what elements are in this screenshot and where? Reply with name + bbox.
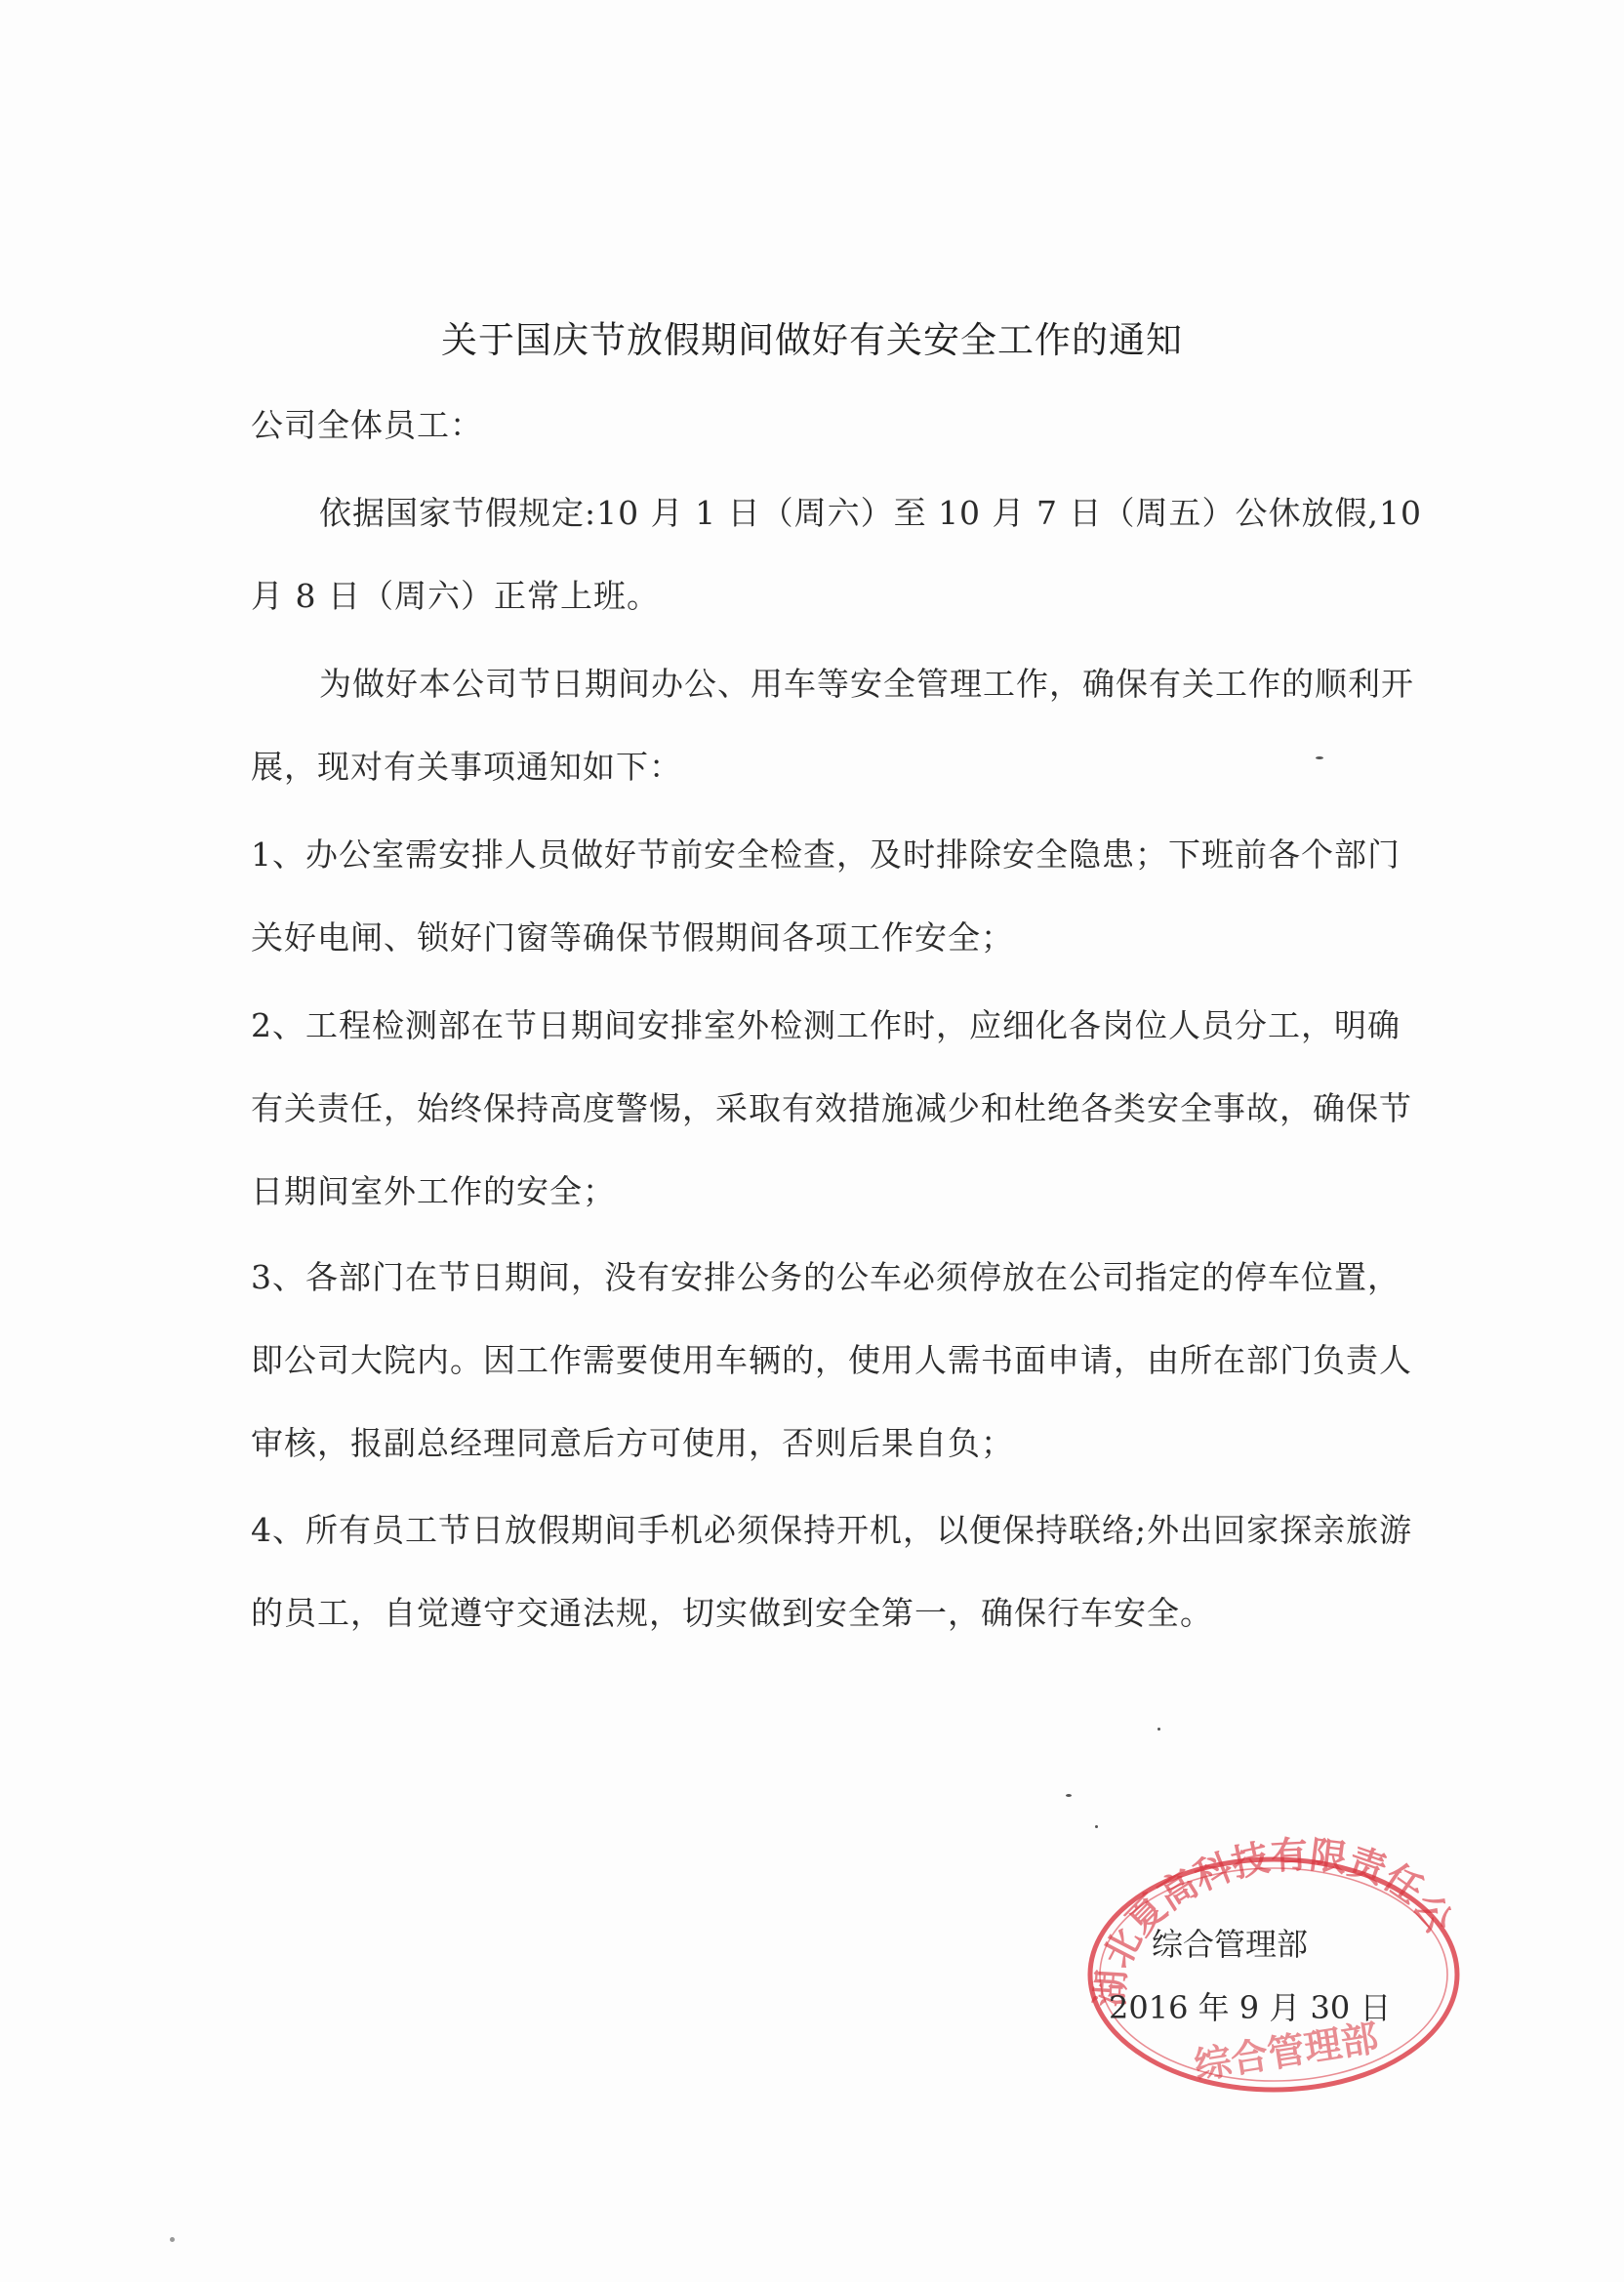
scan-speck: [1066, 1794, 1072, 1797]
paragraph-line: 展，现对有关事项通知如下：: [251, 748, 682, 786]
signature-department: 综合管理部: [1152, 1926, 1309, 1963]
paragraph-line: 依据国家节假规定:10 月 1 日（周六）至 10 月 7 日（周五）公休放假,10: [319, 494, 1423, 532]
seal-inner-text: 综合管理部: [1191, 2016, 1382, 2088]
list-item-line: 即公司大院内。因工作需要使用车辆的，使用人需书面申请，由所在部门负责人: [251, 1341, 1412, 1379]
signature-date: 2016 年 9 月 30 日: [1109, 1989, 1392, 2026]
list-item-line: 日期间室外工作的安全；: [251, 1172, 616, 1210]
document-title: 关于国庆节放假期间做好有关安全工作的通知: [441, 319, 1183, 361]
paragraph-line: 月 8 日（周六）正常上班。: [251, 577, 660, 615]
list-item-line: 4、所有员工节日放假期间手机必须保持开机，以便保持联络;外出回家探亲旅游: [251, 1511, 1413, 1549]
list-item-line: 2、工程检测部在节日期间安排室外检测工作时，应细化各岗位人员分工，明确: [251, 1006, 1401, 1044]
list-item-line: 的员工，自觉遵守交通法规，切实做到安全第一，确保行车安全。: [251, 1594, 1213, 1632]
scan-speck: [1157, 1728, 1160, 1731]
paragraph-line: 为做好本公司节日期间办公、用车等安全管理工作，确保有关工作的顺利开: [319, 665, 1414, 703]
list-item-line: 有关责任，始终保持高度警惕，采取有效措施减少和杜绝各类安全事故，确保节: [251, 1089, 1412, 1127]
scan-speck: [1316, 756, 1323, 759]
list-item-line: 审核，报副总经理同意后方可使用，否则后果自负；: [251, 1424, 1014, 1462]
scan-speck: [1095, 1825, 1098, 1828]
list-item-line: 关好电闸、锁好门窗等确保节假期间各项工作安全；: [251, 918, 1014, 957]
scan-speck: [170, 2237, 175, 2242]
seal-outer-text: 湖北夏高科技有限责任公司: [1088, 1832, 1461, 2009]
list-item-line: 3、各部门在节日期间，没有安排公务的公车必须停放在公司指定的停车位置，: [251, 1258, 1401, 1296]
seal-graphic: [1064, 1820, 1474, 2113]
list-item-line: 1、办公室需安排人员做好节前安全检查，及时排除安全隐患；下班前各个部门: [251, 835, 1401, 874]
salutation: 公司全体员工：: [251, 406, 483, 444]
company-seal: [1064, 1820, 1474, 2113]
